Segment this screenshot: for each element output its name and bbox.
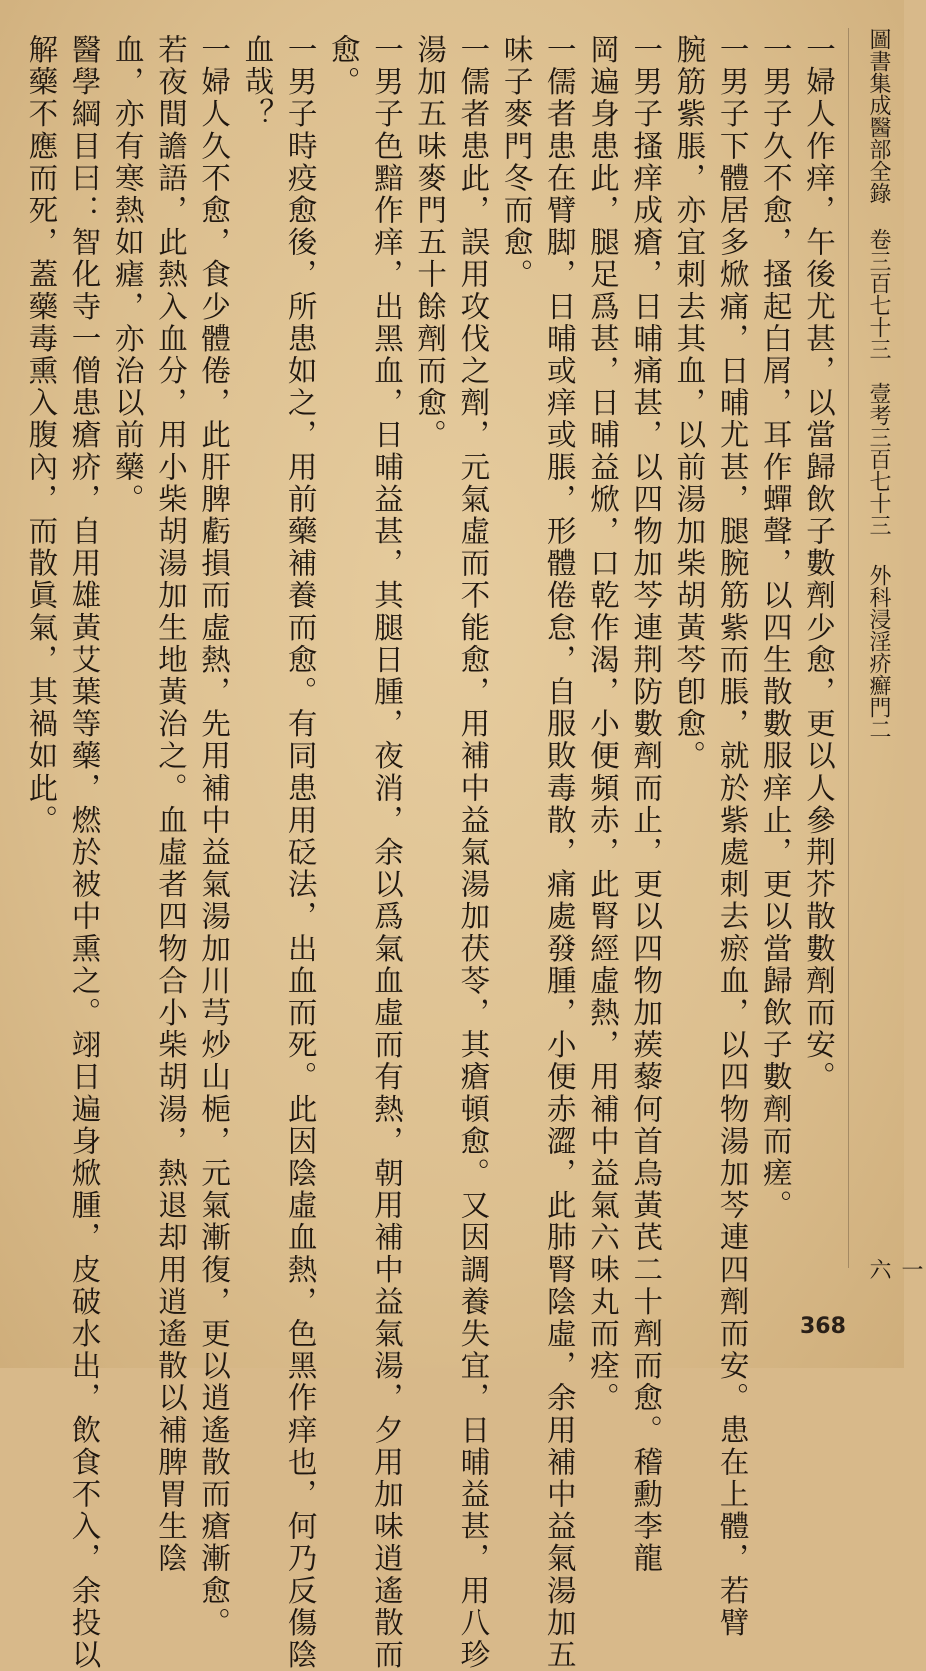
text-column: 一男子久不愈，搔起白屑，耳作蟬聲，以四生散數服痒止，更以當歸飲子數劑而瘥。 xyxy=(758,34,793,1222)
text-column: 腕筋紫脹，亦宜刺去其血，以前湯加柴胡黃芩卽愈。 xyxy=(672,34,707,773)
category-label: 外科浸淫疥癬門二 xyxy=(866,564,891,740)
text-column: 解藥不應而死，蓋藥毒熏入腹內，而散眞氣，其禍如此。 xyxy=(24,34,59,837)
text-column: 一婦人作痒，午後尤甚，以當歸飲子數劑少愈，更以人參荆芥散數劑而安。 xyxy=(802,34,836,1094)
text-column: 一儒者患在臂脚，日晡或痒或脹，形體倦怠，自服敗毒散，痛處發腫，小便赤澀，此肺腎陰虛，余用補中益氣湯加五 xyxy=(542,34,577,1671)
text-column: 一男子時疫愈後，所患如之，用前藥補養而愈。有同患用砭法，出血而死。此因陰虛血熱，色黑作痒也，何乃反傷陰 xyxy=(283,34,318,1671)
text-column: 一婦人久不愈，食少體倦，此肝脾虧損而虛熱，先用補中益氣湯加川芎炒山梔，元氣漸復，更以逍遙散而瘡漸愈。 xyxy=(197,34,232,1639)
text-column: 血，亦有寒熱如瘧，亦治以前藥。 xyxy=(110,34,145,516)
text-column: 一儒者患此，誤用攻伐之劑，元氣虛而不能愈，用補中益氣湯加茯苓，其瘡頓愈。又因調養失宜，日晡益甚，用八珍 xyxy=(456,34,491,1671)
text-column: 湯加五味麥門五十餘劑而愈。 xyxy=(413,34,448,452)
text-column: 一男子搔痒成瘡，日晡痛甚，以四物加芩連荆防數劑而止，更以四物加蒺藜何首烏黃芪二十劑而愈。稽勳李龍 xyxy=(629,34,664,1575)
text-column: 味子麥門冬而愈。 xyxy=(499,34,534,291)
volume-label: 卷三百七十三 xyxy=(866,228,891,360)
header-rule xyxy=(848,28,849,1268)
text-column: 一男子下體居多焮痛，日晡尤甚，腿腕筋紫而脹，就於紫處刺去瘀血，以四物湯加芩連四劑而安。患在上體，若臂 xyxy=(715,34,750,1639)
running-header xyxy=(862,28,923,1280)
text-column: 岡遍身患此，腿足爲甚，日晡益焮，口乾作渴，小便頻赤，此腎經虛熱，用補中益氣六味丸而痊。 xyxy=(585,34,620,1415)
text-column: 血哉？ xyxy=(240,34,275,131)
section-label: 壹考三百七十三 xyxy=(866,382,891,536)
text-column: 若夜間譫語，此熱入血分，用小柴胡湯加生地黃治之。血虛者四物合小柴胡湯，熱退却用逍遙散以補脾胃生陰 xyxy=(153,34,188,1575)
text-column: 醫學綱目曰：智化寺一僧患瘡疥，自用雄黃艾葉等藥，燃於被中熏之。翊日遍身焮腫，皮破水出，飲食不入，余投以 xyxy=(67,34,102,1671)
text-column: 愈。 xyxy=(326,34,361,99)
page-number: 368 xyxy=(800,1314,846,1339)
book-title: 圖書集成醫部全錄 xyxy=(866,28,891,204)
header-page-number: 一六 xyxy=(866,1258,923,1280)
text-column: 一男子色黯作痒，出黑血，日晡益甚，其腿日腫，夜消，余以爲氣血虛而有熱，朝用補中益氣湯，夕用加味逍遙散而 xyxy=(369,34,404,1671)
